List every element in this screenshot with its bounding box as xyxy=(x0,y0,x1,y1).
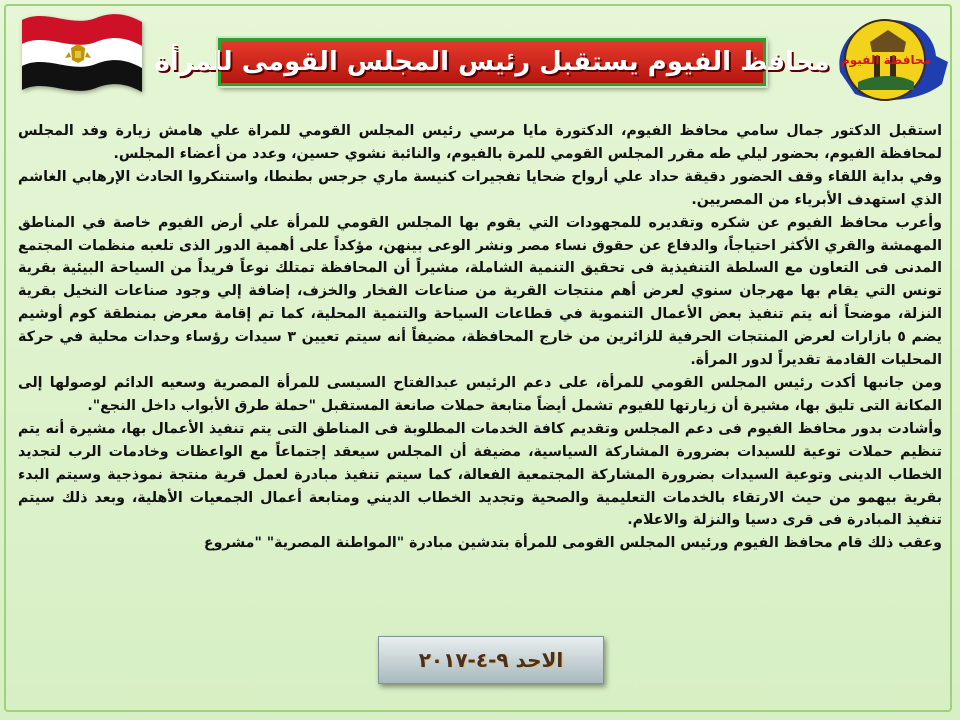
logo-text: محافظة الفيوم xyxy=(840,53,932,67)
article-paragraph: استقبل الدكتور جمال سامي محافظ الفيوم، الدكتورة مايا مرسي رئيس المجلس القومي للمراة علي هامش زيارة وفد المجلس لمحافظة الفيوم، بحضور ليلي طه مقرر المجلس القومي للمرة بالفيوم، والنائبة نشوي حسين، وعدد من أعضاء المجلس. xyxy=(18,123,942,162)
article-body xyxy=(18,120,942,600)
egypt-flag-icon xyxy=(16,6,146,102)
article-paragraph: وأعرب محافظ الفيوم عن شكره وتقديره للمجهودات التي يقوم بها المجلس القومي للمرأة علي أرض الفيوم خاصة في المناطق المهمشة والقري الأكثر احتياجاً، والدفاع عن حقوق نساء مصر ونشر الوعى بينهن، مؤكداً على أهمية الدور الذى تلعبه منظمات المجتمع المدنى فى التعاون مع السلطة التنفيذية فى تحقيق التنمية الشاملة، مشيراً أن المحافظة تمتلك نوعاً فريداً من السياحة البيئية بقرية تونس التي يقام بها مهرجان سنوي لعرض أهم منتجات القرية من صناعات الفخار والخزف، إضافة إلي وجود صناعات النخيل بقرية النزلة، موضحاً أنه يتم تنفيذ بعض الأعمال التنموية في قطاعات السياحة والتنمية المحلية، كما تم إقامة معرض بمنطقة كوم أوشيم يضم ٥ بازارات لعرض المنتجات الحرفية للزائرين من خارج المحافظة، مضيفاً أنه سيتم تعيين ٣ سيدات رؤساء وحدات محلية في حركة المحليات القادمة تقديراً لدور المرأة. xyxy=(18,214,942,369)
title-banner xyxy=(154,38,830,86)
article-paragraph: وعقب ذلك قام محافظ الفيوم ورئيس المجلس القومى للمرأة بتدشين مبادرة "المواطنة المصرية" "مشروع xyxy=(203,535,942,552)
article-paragraph: وأشادت بدور محافظ الفيوم فى دعم المجلس وتقديم كافة الخدمات المطلوبة فى المناطق التى يتم تنفيذ الأعمال بها، مشيرة أنه يتم تنظيم حملات توعية للسيدات بضرورة المشاركة السياسية، مضيفة أن المجلس سيعقد إجتماعاً مع الواعظات وخادمات الرب لتجديد الخطاب الدينى وتوعية السيدات بضرورة المشاركة المجتمعية الفعالة، كما سيتم تنفيذ مبادرة لعمل قرية منتجة نموذجية وسيتم البدء بقرية بيهمو من حيث الارتقاء بالخدمات التعليمية والصحية وتجديد الخطاب الديني ومتابعة أعمال الجمعيات الأهلية، وبعد ذلك سيتم تنفيذ المبادرة فى قرى دسيا والنزلة والاعلام. xyxy=(18,420,942,529)
article-paragraph: ومن جانبها أكدت رئيس المجلس القومي للمرأة، على دعم الرئيس عبدالفتاح السيسى للمرأة المصرية وسعيه الدائم لوصولها إلى المكانة التى تليق بها، مشيرة أن زيارتها للفيوم تشمل أيضاً متابعة حملات صانعة المستقبل "حملة طرق الأبواب داخل النجع". xyxy=(18,374,942,414)
article-paragraph: وفي بداية اللقاء وقف الحضور دقيقة حداد علي أرواح ضحايا تفجيرات كنيسة ماري جرجس بطنطا، واستنكروا الحادث الإرهابي الغاشم الذي استهدف الأبرياء من المصريين. xyxy=(18,168,942,208)
page-title: محافظ الفيوم يستقبل رئيس المجلس القومى للمرأة xyxy=(154,47,830,77)
publish-date: الاحد ٩-٤-٢٠١٧ xyxy=(418,648,564,672)
date-badge xyxy=(378,636,604,684)
fayoum-governorate-logo xyxy=(830,12,950,112)
